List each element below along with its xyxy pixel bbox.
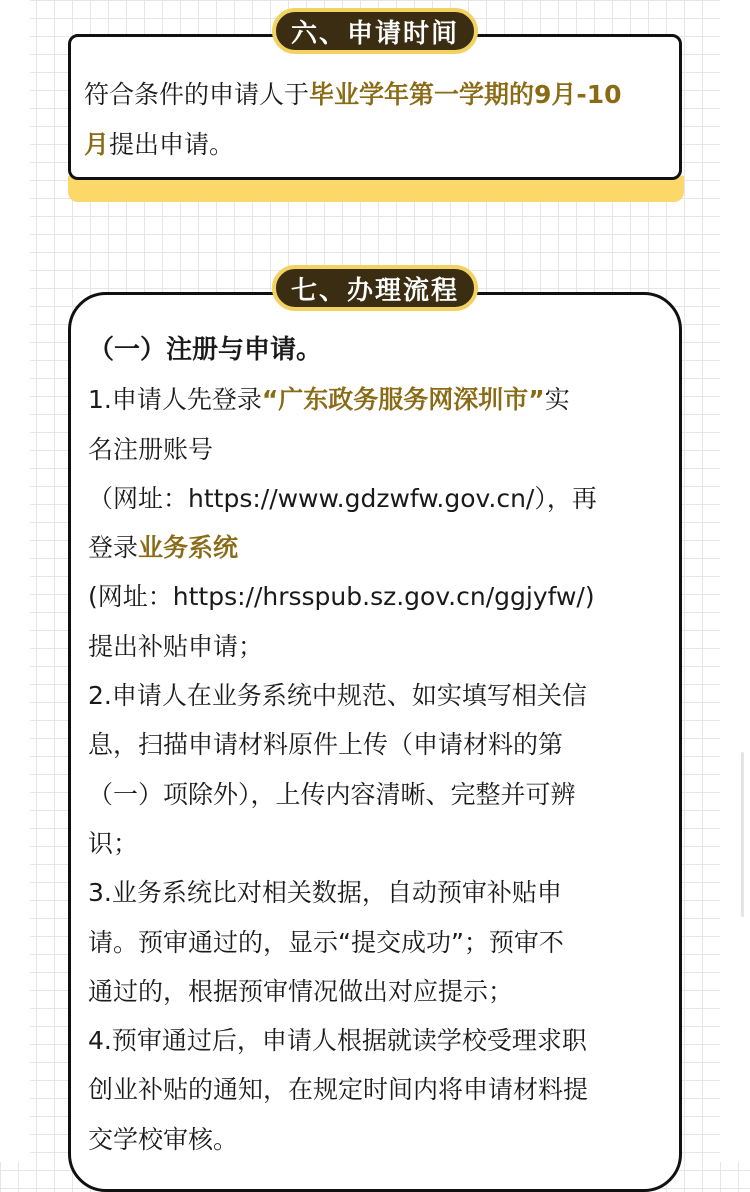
application-time-text [84,70,684,170]
process-line: 交学校审核。 [88,1124,239,1154]
page-margin-right [720,0,750,1162]
process-line [88,523,672,572]
process-line: 通过的，根据预审情况做出对应提示； [88,976,514,1006]
process-line: 提出补贴申请； [88,631,264,661]
text-after: 提出申请。 [109,130,235,159]
process-line: 名注册账号 [88,434,214,464]
process-line: 息，扫描申请材料原件上传（申请材料的第 [88,730,564,760]
line-text: 登录 [88,533,139,563]
link-gdzwfw[interactable]: “广东政务服务网深圳市” [261,385,545,415]
process-line: 3.业务系统比对相关数据，自动预审补贴申 [88,878,562,908]
process-line-url: （网址：https://www.gdzwfw.gov.cn/），再 [88,483,597,513]
process-line: （一）项除外），上传内容清晰、完整并可辨 [88,779,576,809]
page-margin-left [0,0,30,1162]
subheading-register-apply: （一）注册与申请。 [88,335,323,365]
highlight-period: 毕业学年第一学期的9月-10 [309,80,622,109]
line-text: 1.申请人先登录 [88,385,262,415]
scrollbar[interactable] [741,752,744,917]
process-line [88,375,672,424]
process-line: 4.预审通过后，申请人根据就读学校受理求职 [88,1026,587,1056]
link-business-system[interactable]: 业务系统 [138,533,239,563]
section-badge-application-time: 六、申请时间 [272,8,478,54]
process-content [88,326,672,1164]
highlight-period-cont: 月 [84,130,110,159]
process-line: 识； [88,828,139,858]
process-line: 创业补贴的通知，在规定时间内将申请材料提 [88,1075,589,1105]
line-text: 实 [544,385,570,415]
section-badge-process: 七、办理流程 [272,265,478,311]
process-line-url: (网址：https://hrsspub.sz.gov.cn/ggjyfw/) [88,582,595,612]
process-line: 请。预审通过的，显示“提交成功”；预审不 [88,927,564,957]
text-before: 符合条件的申请人于 [84,80,310,109]
process-line: 2.申请人在业务系统中规范、如实填写相关信 [88,681,587,711]
